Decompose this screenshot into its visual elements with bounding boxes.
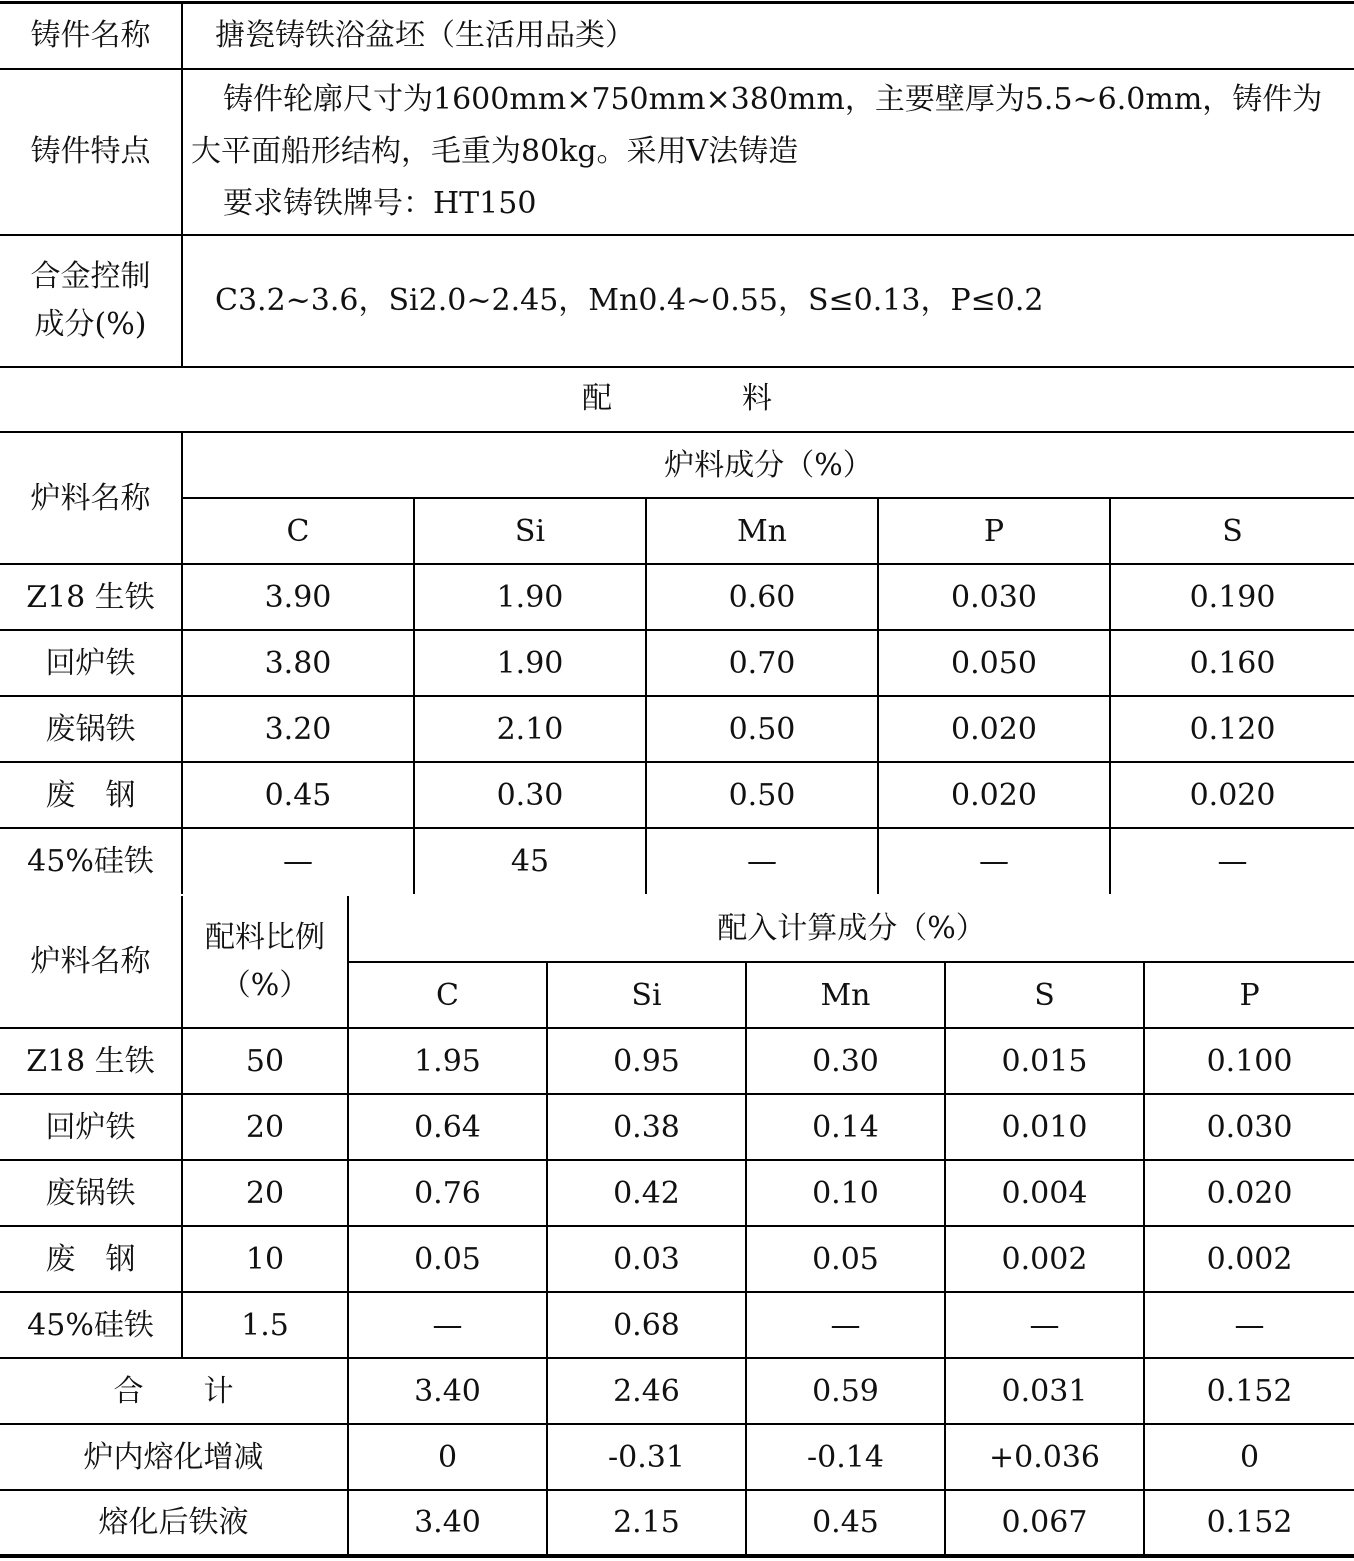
cell: 0.152 bbox=[1144, 1358, 1354, 1424]
cell: 0.160 bbox=[1110, 630, 1354, 696]
section-title-row bbox=[0, 366, 1354, 432]
calculated-composition-table bbox=[0, 896, 1354, 1558]
table-row bbox=[0, 630, 1354, 696]
row-name: 废 钢 bbox=[0, 762, 182, 828]
summary-row-change bbox=[0, 1424, 1354, 1490]
charge-col-header: Si bbox=[414, 498, 646, 564]
summary-label: 熔化后铁液 bbox=[0, 1490, 348, 1556]
cell: 0.30 bbox=[746, 1028, 945, 1094]
charge-col-header: P bbox=[878, 498, 1110, 564]
name-value: 搪瓷铸铁浴盆坯（生活用品类） bbox=[182, 3, 1354, 69]
cell: 0.45 bbox=[746, 1490, 945, 1556]
row-ratio: 10 bbox=[182, 1226, 348, 1292]
summary-row-molten bbox=[0, 1490, 1354, 1556]
cell: 0.70 bbox=[646, 630, 878, 696]
calc-ratio-header bbox=[182, 896, 348, 1028]
cell: 0.100 bbox=[1144, 1028, 1354, 1094]
calc-col-header: Si bbox=[547, 962, 746, 1028]
cell: 45 bbox=[414, 828, 646, 894]
row-name: 45%硅铁 bbox=[0, 1292, 182, 1358]
table-row bbox=[0, 1094, 1354, 1160]
charge-col-header: C bbox=[182, 498, 414, 564]
table-row bbox=[0, 564, 1354, 630]
row-name: 回炉铁 bbox=[0, 630, 182, 696]
cell: 0.020 bbox=[878, 696, 1110, 762]
cell: 0.020 bbox=[878, 762, 1110, 828]
cell: 2.10 bbox=[414, 696, 646, 762]
cell: 0.031 bbox=[945, 1358, 1144, 1424]
charge-col-header: Mn bbox=[646, 498, 878, 564]
name-label: 铸件名称 bbox=[0, 3, 182, 69]
cell: — bbox=[1144, 1292, 1354, 1358]
cell: 0.50 bbox=[646, 696, 878, 762]
feature-line-1: 铸件轮廓尺寸为1600mm×750mm×380mm，主要壁厚为5.5~6.0mm，铸件为 bbox=[223, 81, 1323, 117]
calc-col-header: C bbox=[348, 962, 547, 1028]
calc-name-header: 炉料名称 bbox=[0, 896, 182, 1028]
cell: 2.46 bbox=[547, 1358, 746, 1424]
row-name: 废 钢 bbox=[0, 1226, 182, 1292]
table-row bbox=[0, 762, 1354, 828]
calc-composition-header: 配入计算成分（%） bbox=[348, 896, 1354, 962]
cell: 0.95 bbox=[547, 1028, 746, 1094]
charge-col-header: S bbox=[1110, 498, 1354, 564]
cell: 0.10 bbox=[746, 1160, 945, 1226]
cell: — bbox=[348, 1292, 547, 1358]
cell: 0.020 bbox=[1144, 1160, 1354, 1226]
table-row bbox=[0, 828, 1354, 894]
cell: 0.030 bbox=[1144, 1094, 1354, 1160]
feature-line-3: 要求铸铁牌号：HT150 bbox=[223, 185, 537, 221]
ratio-header-line-1: 配料比例 bbox=[205, 919, 325, 955]
cell: — bbox=[182, 828, 414, 894]
info-row-alloy bbox=[0, 235, 1354, 367]
cell: 0.30 bbox=[414, 762, 646, 828]
calc-header-row-1 bbox=[0, 896, 1354, 962]
info-row-name bbox=[0, 3, 1354, 69]
cell: 3.20 bbox=[182, 696, 414, 762]
cell: 0.152 bbox=[1144, 1490, 1354, 1556]
cell: 0.76 bbox=[348, 1160, 547, 1226]
cell: 0.14 bbox=[746, 1094, 945, 1160]
row-name: Z18 生铁 bbox=[0, 1028, 182, 1094]
summary-row-total bbox=[0, 1358, 1354, 1424]
cell: 0.002 bbox=[1144, 1226, 1354, 1292]
feature-label: 铸件特点 bbox=[0, 69, 182, 235]
table-row bbox=[0, 696, 1354, 762]
cell: 3.40 bbox=[348, 1490, 547, 1556]
cell: 1.90 bbox=[414, 630, 646, 696]
cell: 0.05 bbox=[746, 1226, 945, 1292]
cell: 0.45 bbox=[182, 762, 414, 828]
calc-col-header: P bbox=[1144, 962, 1354, 1028]
alloy-value: C3.2~3.6，Si2.0~2.45，Mn0.4~0.55，S≤0.13，P≤0.2 bbox=[182, 235, 1354, 367]
charge-name-header: 炉料名称 bbox=[0, 432, 182, 564]
cell: -0.31 bbox=[547, 1424, 746, 1490]
cell: 0.020 bbox=[1110, 762, 1354, 828]
alloy-label-line-2: 成分(%) bbox=[34, 306, 147, 342]
section-title bbox=[0, 366, 1354, 432]
cell: 0.120 bbox=[1110, 696, 1354, 762]
table-row bbox=[0, 1028, 1354, 1094]
calc-col-header: Mn bbox=[746, 962, 945, 1028]
cell: 0.004 bbox=[945, 1160, 1144, 1226]
cell: 0.38 bbox=[547, 1094, 746, 1160]
row-name: 废锅铁 bbox=[0, 696, 182, 762]
section-title-right: 料 bbox=[742, 381, 773, 416]
row-name: 废锅铁 bbox=[0, 1160, 182, 1226]
cell: 0.067 bbox=[945, 1490, 1144, 1556]
cell: — bbox=[746, 1292, 945, 1358]
row-name: 回炉铁 bbox=[0, 1094, 182, 1160]
cell: 0.05 bbox=[348, 1226, 547, 1292]
cell: 0.42 bbox=[547, 1160, 746, 1226]
row-name: 45%硅铁 bbox=[0, 828, 182, 894]
charge-composition-table bbox=[0, 366, 1354, 894]
summary-label: 炉内熔化增减 bbox=[0, 1424, 348, 1490]
cell: 0.010 bbox=[945, 1094, 1144, 1160]
info-row-feature bbox=[0, 69, 1354, 235]
section-title-left: 配 bbox=[582, 381, 613, 416]
feature-value bbox=[182, 69, 1354, 235]
cell: — bbox=[945, 1292, 1144, 1358]
cell: 3.90 bbox=[182, 564, 414, 630]
cell: 1.95 bbox=[348, 1028, 547, 1094]
casting-info-table bbox=[0, 1, 1354, 368]
alloy-label bbox=[0, 235, 182, 367]
table-row bbox=[0, 1160, 1354, 1226]
alloy-label-line-1: 合金控制 bbox=[30, 258, 151, 294]
row-ratio: 20 bbox=[182, 1094, 348, 1160]
cell: 3.80 bbox=[182, 630, 414, 696]
feature-line-2: 大平面船形结构，毛重为80kg。采用V法铸造 bbox=[191, 133, 799, 169]
calc-col-header: S bbox=[945, 962, 1144, 1028]
cell: 0 bbox=[348, 1424, 547, 1490]
cell: — bbox=[646, 828, 878, 894]
cell: 0.68 bbox=[547, 1292, 746, 1358]
cell: 0.002 bbox=[945, 1226, 1144, 1292]
table-row bbox=[0, 1226, 1354, 1292]
cell: 0.050 bbox=[878, 630, 1110, 696]
row-ratio: 50 bbox=[182, 1028, 348, 1094]
summary-label: 合 计 bbox=[0, 1358, 348, 1424]
cell: 0.50 bbox=[646, 762, 878, 828]
table-row bbox=[0, 1292, 1354, 1358]
row-ratio: 20 bbox=[182, 1160, 348, 1226]
row-ratio: 1.5 bbox=[182, 1292, 348, 1358]
ratio-header-line-2: （%） bbox=[220, 967, 310, 1003]
cell: 0.59 bbox=[746, 1358, 945, 1424]
cell: 0.60 bbox=[646, 564, 878, 630]
charge-composition-header: 炉料成分（%） bbox=[182, 432, 1354, 498]
cell: 0.015 bbox=[945, 1028, 1144, 1094]
cell: — bbox=[1110, 828, 1354, 894]
cell: 3.40 bbox=[348, 1358, 547, 1424]
cell: 0.64 bbox=[348, 1094, 547, 1160]
charge-header-row-2 bbox=[0, 498, 1354, 564]
row-name: Z18 生铁 bbox=[0, 564, 182, 630]
cell: +0.036 bbox=[945, 1424, 1144, 1490]
cell: 0.03 bbox=[547, 1226, 746, 1292]
cell: 1.90 bbox=[414, 564, 646, 630]
cell: 0 bbox=[1144, 1424, 1354, 1490]
cell: 2.15 bbox=[547, 1490, 746, 1556]
cell: 0.030 bbox=[878, 564, 1110, 630]
cell: — bbox=[878, 828, 1110, 894]
cell: -0.14 bbox=[746, 1424, 945, 1490]
cell: 0.190 bbox=[1110, 564, 1354, 630]
charge-header-row-1 bbox=[0, 432, 1354, 498]
